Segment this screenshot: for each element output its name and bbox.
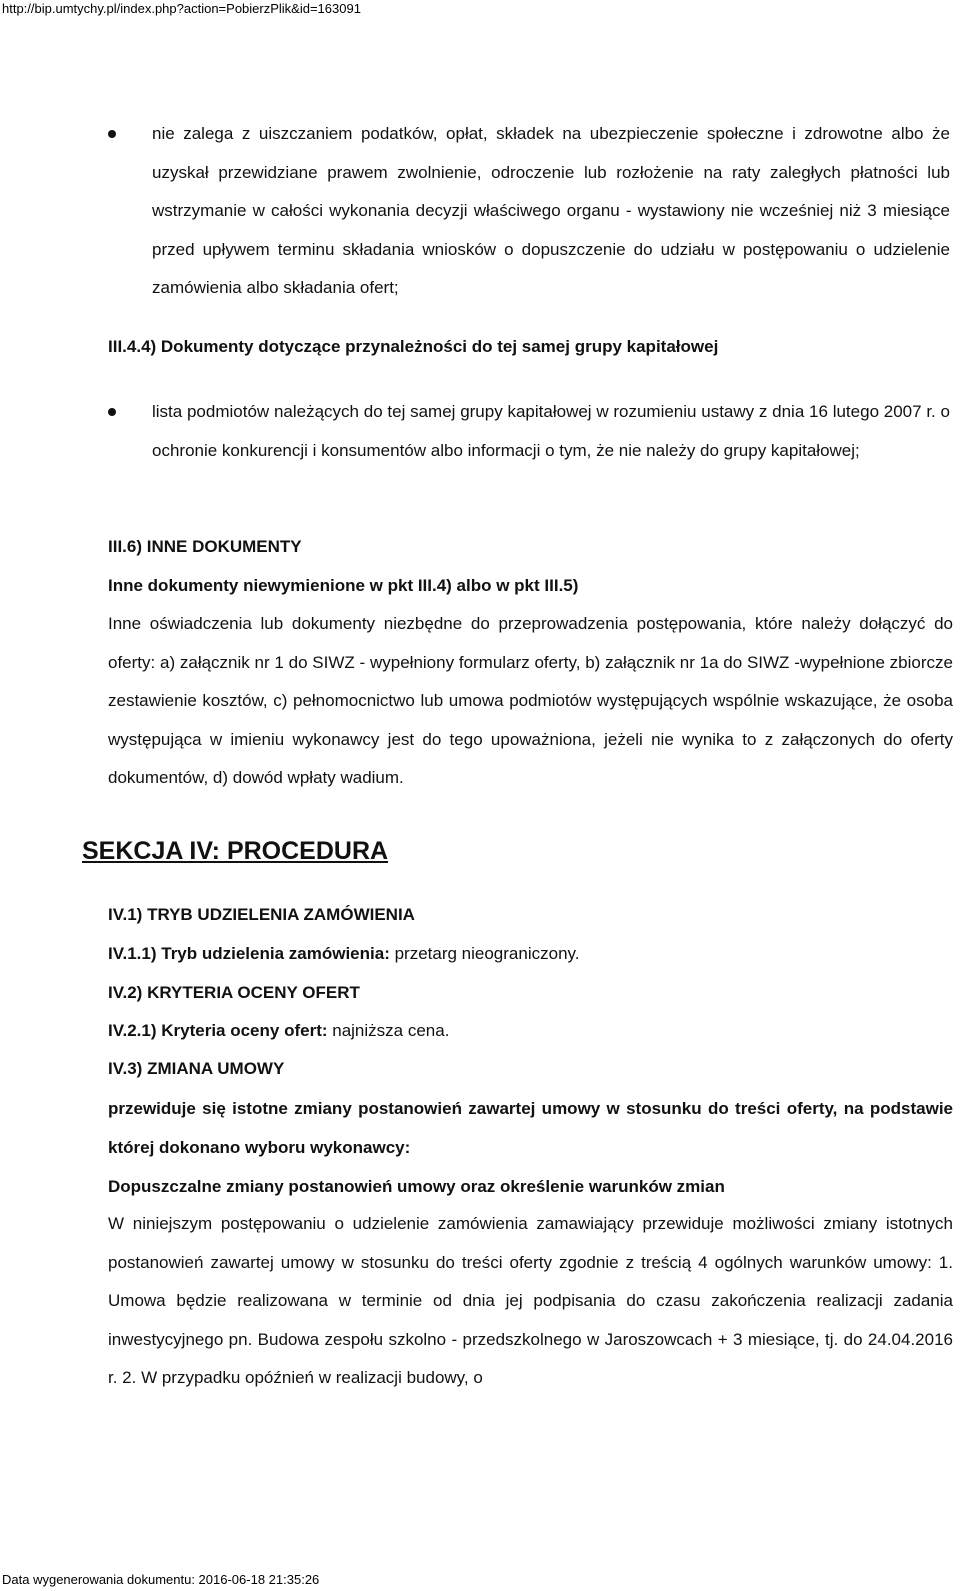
section-title: SEKCJA IV: PROCEDURA <box>82 837 389 865</box>
heading-iii-4-4: III.4.4) Dokumenty dotyczące przynależności do tej samej grupy kapitałowej <box>108 337 719 356</box>
iv-2-1-value: najniższa cena. <box>327 1021 450 1040</box>
iv-2-1-label: IV.2.1) Kryteria oceny ofert: <box>108 1021 328 1040</box>
iv-3-bold-text: przewiduje się istotne zmiany postanowień zawartej umowy w stosunku do treści oferty, na podstawie której dokonano wyboru wykonawcy: <box>108 1099 953 1157</box>
heading-iv-1: IV.1) TRYB UDZIELENIA ZAMÓWIENIA <box>108 905 415 924</box>
heading-inne-dokumenty: Inne dokumenty niewymienione w pkt III.4) albo w pkt III.5) <box>108 576 579 595</box>
iv-2-1-row <box>108 1021 449 1041</box>
list-item <box>108 393 950 470</box>
iv-3-subheading: Dopuszczalne zmiany postanowień umowy oraz określenie warunków zmian <box>108 1177 725 1196</box>
iv-3-text: W niniejszym postępowaniu o udzielenie zamówienia zamawiający przewiduje możliwości zmiany istotnych postanowień zawartej umowy w stosunku do treści oferty zgodnie z treścią 4 ogólnych warunków umowy: 1. Umowa będzie realizowana w terminie od dnia jej podpisania do czasu zakończenia realizacji zadania inwestycyjnego pn. Budowa zespołu szkolno - przedszkolnego w Jaroszowcach + 3 miesiące, tj. do 24.04.2016 r. 2. W przypadku opóźnień w realizacji budowy, o <box>108 1214 953 1388</box>
list-item-text: nie zalega z uiszczaniem podatków, opłat, składek na ubezpieczenie społeczne i zdrowotne albo że uzyskał przewidziane prawem zwolnienie, odroczenie lub rozłożenie na raty zaległych płatności lub wstrzymanie w całości wykonania decyzji właściwego organu - wystawiony nie wcześniej niż 3 miesiące przed upływem terminu składania wniosków o dopuszczenie do udziału w postępowaniu o udzielenie zamówienia albo składania ofert; <box>152 124 950 297</box>
iv-1-1-label: IV.1.1) Tryb udzielenia zamówienia: <box>108 944 390 963</box>
page-url: http://bip.umtychy.pl/index.php?action=PobierzPlik&id=163091 <box>2 1 361 16</box>
list-item-text: lista podmiotów należących do tej samej grupy kapitałowej w rozumieniu ustawy z dnia 16 lutego 2007 r. o ochronie konkurencji i konsumentów albo informacji o tym, że nie należy do grupy kapitałowej; <box>152 402 950 460</box>
iv-1-1-value: przetarg nieograniczony. <box>389 944 580 963</box>
heading-iii-6: III.6) INNE DOKUMENTY <box>108 537 302 556</box>
generation-date: Data wygenerowania dokumentu: 2016-06-18 21:35:26 <box>2 1572 320 1587</box>
list-item <box>108 115 950 308</box>
heading-iv-2: IV.2) KRYTERIA OCENY OFERT <box>108 983 360 1002</box>
inne-dokumenty-text: Inne oświadczenia lub dokumenty niezbędne do przeprowadzenia postępowania, które należy dołączyć do oferty: a) załącznik nr 1 do SIWZ - wypełniony formularz oferty, b) załącznik nr 1a do SIWZ -wypełnione zbiorcze zestawienie kosztów, c) pełnomocnictwo lub umowa podmiotów występujących wspólnie wskazujące, że osoba występująca w imieniu wykonawcy jest do tego upoważniona, jeżeli nie wynika to z załączonych do oferty dokumentów, d) dowód wpłaty wadium. <box>108 614 953 788</box>
bullet-dot-icon <box>108 130 116 138</box>
iv-1-1-row <box>108 944 579 964</box>
bullet-dot-icon <box>108 408 116 416</box>
heading-iv-3: IV.3) ZMIANA UMOWY <box>108 1059 285 1078</box>
